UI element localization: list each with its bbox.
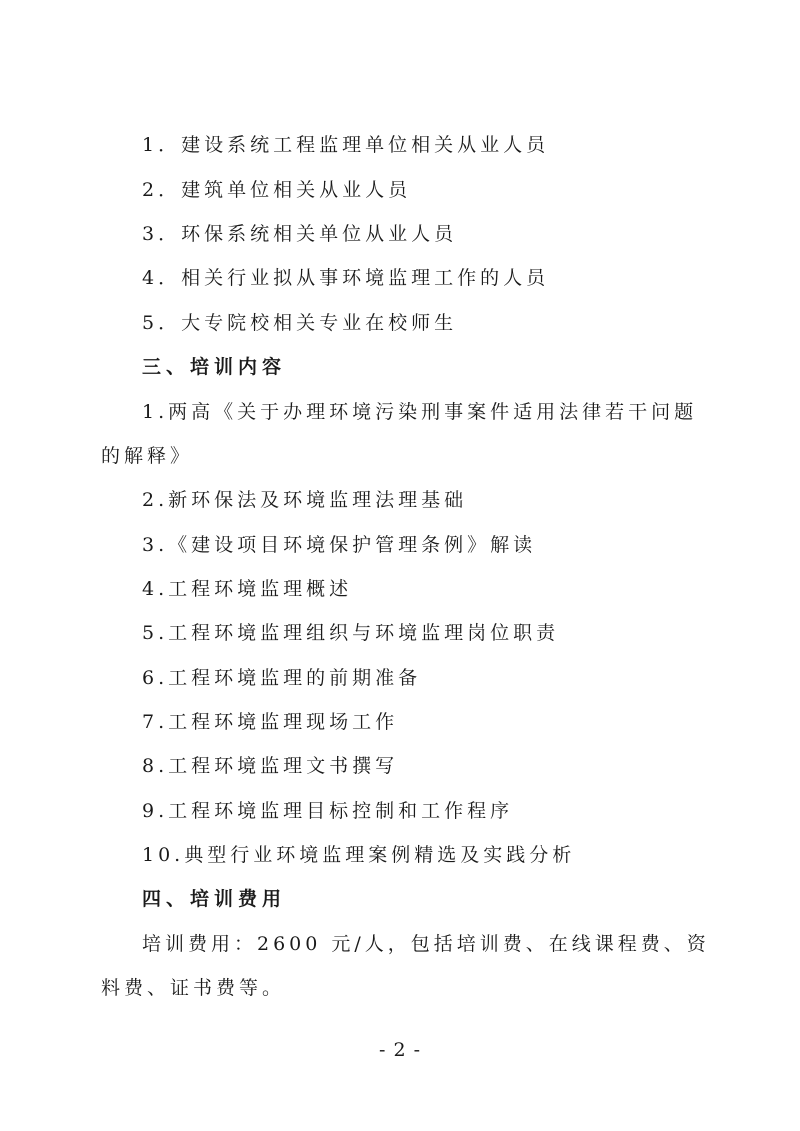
content-item-4: 4.工程环境监理概述 bbox=[142, 578, 353, 600]
content-item-1-line-2: 的解释》 bbox=[101, 445, 194, 467]
audience-item-4: 4．相关行业拟从事环境监理工作的人员 bbox=[142, 267, 550, 289]
audience-item-3: 3．环保系统相关单位从业人员 bbox=[142, 223, 458, 245]
audience-item-1: 1．建设系统工程监理单位相关从业人员 bbox=[142, 134, 550, 156]
audience-item-2: 2．建筑单位相关从业人员 bbox=[142, 179, 412, 201]
content-item-1-line-1: 1.两高《关于办理环境污染刑事案件适用法律若干问题 bbox=[142, 401, 698, 423]
content-item-8: 8.工程环境监理文书撰写 bbox=[142, 755, 399, 777]
content-item-9: 9.工程环境监理目标控制和工作程序 bbox=[142, 800, 514, 822]
content-item-2: 2.新环保法及环境监理法理基础 bbox=[142, 489, 468, 511]
audience-item-5: 5．大专院校相关专业在校师生 bbox=[142, 312, 458, 334]
content-item-10: 10.典型行业环境监理案例精选及实践分析 bbox=[142, 844, 576, 866]
content-item-5: 5.工程环境监理组织与环境监理岗位职责 bbox=[142, 622, 560, 644]
page-number: - 2 - bbox=[378, 1039, 421, 1061]
content-item-3: 3.《建设项目环境保护管理条例》解读 bbox=[142, 534, 537, 556]
fee-paragraph-line-2: 料费、证书费等。 bbox=[101, 977, 286, 999]
fee-paragraph-line-1: 培训费用：2600 元/人，包括培训费、在线课程费、资 bbox=[142, 933, 710, 955]
content-item-7: 7.工程环境监理现场工作 bbox=[142, 711, 399, 733]
section-heading-training-content: 三、培训内容 bbox=[142, 356, 287, 378]
section-heading-training-fee: 四、培训费用 bbox=[142, 888, 287, 910]
content-item-6: 6.工程环境监理的前期准备 bbox=[142, 667, 422, 689]
